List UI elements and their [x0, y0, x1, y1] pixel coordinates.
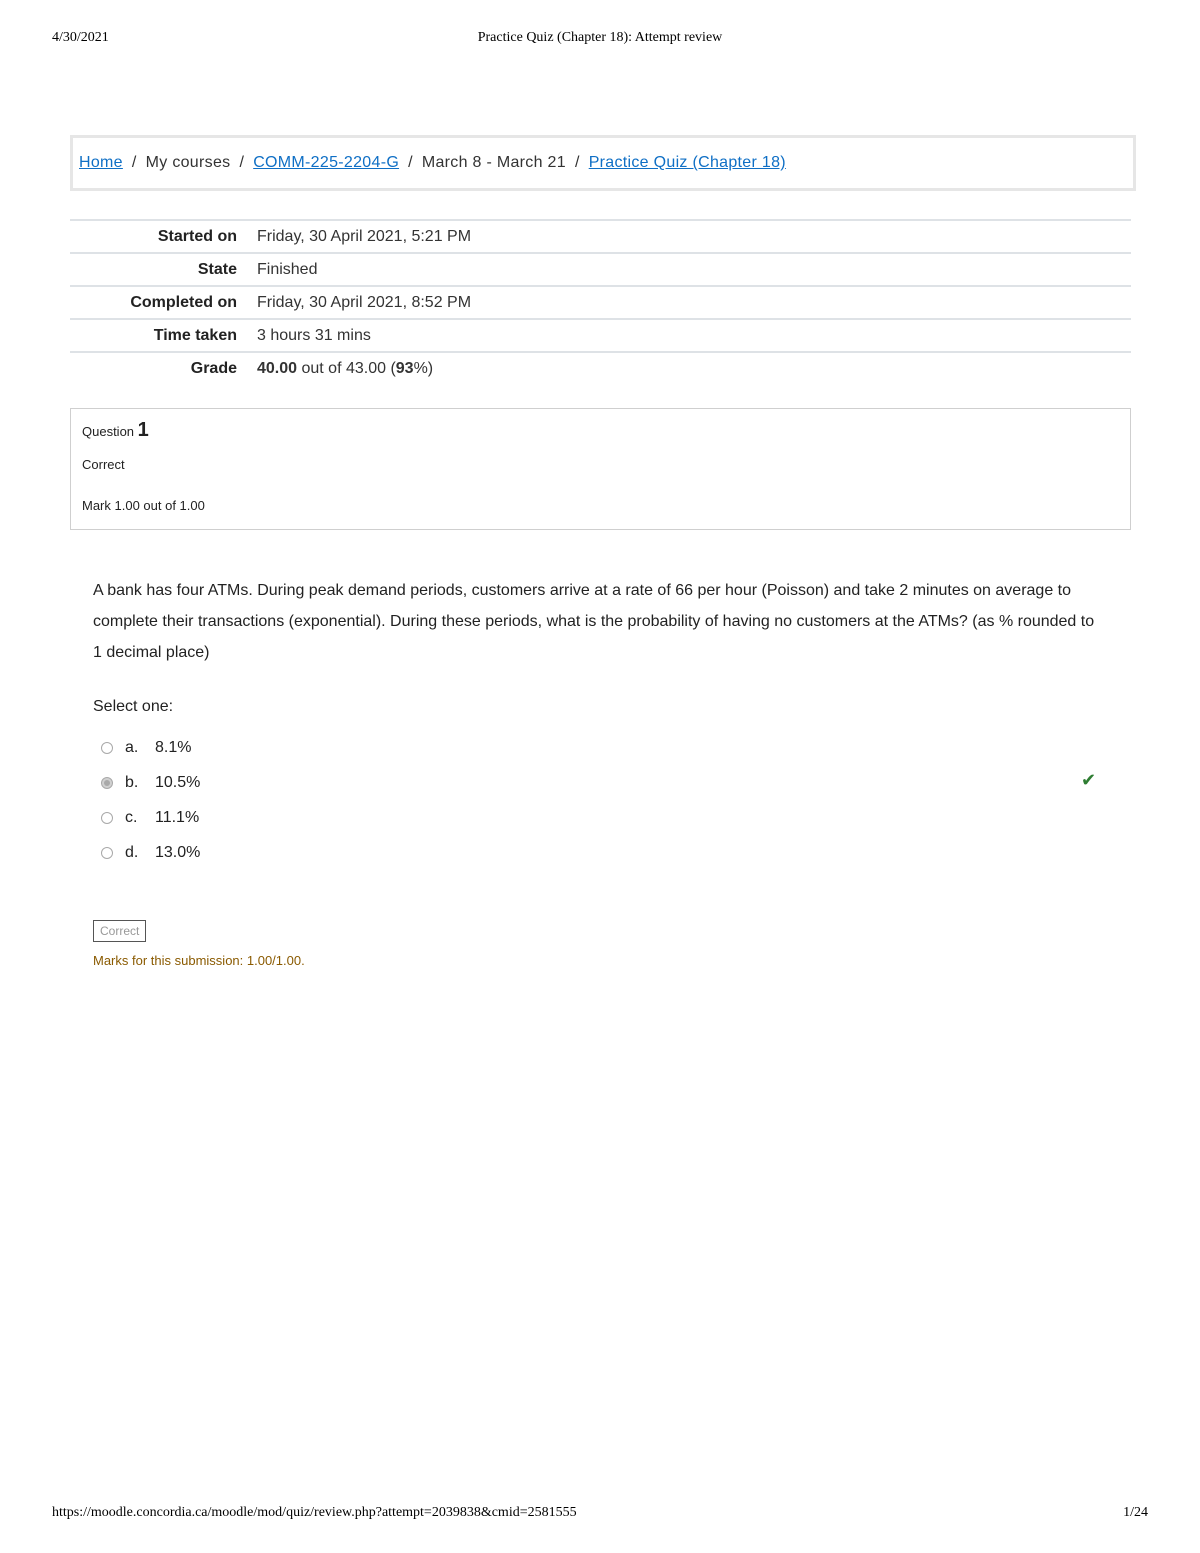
- answer-text: 8.1%: [155, 738, 192, 756]
- answer-text: 10.5%: [155, 773, 201, 791]
- answer-letter: c.: [125, 808, 138, 826]
- summary-row-state: [70, 253, 1131, 286]
- grade-percent: 93: [395, 359, 414, 377]
- summary-row-completed: [70, 286, 1131, 319]
- answer-list: [101, 730, 1111, 870]
- time-taken-value: 3 hours 31 mins: [257, 319, 1131, 352]
- radio-button[interactable]: [101, 847, 113, 859]
- question-number-value: 1: [137, 419, 149, 441]
- answer-option-c[interactable]: [101, 800, 1111, 835]
- breadcrumb-separator: /: [131, 154, 137, 171]
- check-icon: ✔: [1081, 770, 1097, 790]
- breadcrumb-my-courses: My courses: [145, 154, 231, 171]
- question-mark: Mark 1.00 out of 1.00: [82, 498, 205, 513]
- started-label: Started on: [70, 220, 257, 253]
- summary-row-started: [70, 220, 1131, 253]
- answer-text: 13.0%: [155, 843, 201, 861]
- radio-button[interactable]: [101, 742, 113, 754]
- breadcrumb-course-link[interactable]: COMM-225-2204-G: [253, 154, 400, 171]
- select-one-prompt: Select one:: [93, 698, 174, 715]
- breadcrumb-separator: /: [408, 154, 413, 171]
- grade-value: [257, 352, 1131, 384]
- grade-suffix: %): [413, 359, 434, 377]
- question-state: Correct: [82, 457, 125, 472]
- grade-score: 40.00: [257, 359, 298, 377]
- question-info-box: [70, 408, 1131, 530]
- summary-row-grade: [70, 352, 1131, 384]
- marks-for-submission: Marks for this submission: 1.00/1.00.: [93, 953, 305, 968]
- breadcrumb-separator: /: [574, 154, 580, 171]
- print-date: 4/30/2021: [52, 30, 109, 45]
- time-taken-label: Time taken: [70, 319, 257, 352]
- completed-value: Friday, 30 April 2021, 8:52 PM: [257, 286, 1131, 319]
- print-title: Practice Quiz (Chapter 18): Attempt review: [477, 30, 723, 45]
- answer-option-a[interactable]: [101, 730, 1111, 765]
- question-prefix: Question: [82, 424, 135, 439]
- print-url: https://moodle.concordia.ca/moodle/mod/quiz/review.php?attempt=2039838&cmid=2581555: [52, 1505, 577, 1520]
- summary-row-time: [70, 319, 1131, 352]
- answer-option-b[interactable]: [101, 765, 1111, 800]
- feedback-correct-badge: Correct: [93, 920, 146, 942]
- breadcrumb-quiz-link[interactable]: Practice Quiz (Chapter 18): [588, 154, 786, 171]
- answer-letter: d.: [125, 843, 139, 861]
- completed-label: Completed on: [70, 286, 257, 319]
- question-text: A bank has four ATMs. During peak demand periods, customers arrive at a rate of 66 per hour (Poisson) and take 2 minutes on average to complete their transactions (exponential). During these periods, what is the probability of having no customers at the ATMs? (as % rounded to 1 decimal place): [93, 582, 1095, 661]
- state-value: Finished: [257, 253, 1131, 286]
- breadcrumb-separator: /: [239, 154, 245, 171]
- answer-letter: b.: [125, 773, 139, 791]
- breadcrumb: [70, 135, 1136, 191]
- question-number: [82, 419, 149, 442]
- answer-option-d[interactable]: [101, 835, 1111, 870]
- radio-button-selected[interactable]: [101, 777, 113, 789]
- grade-label: Grade: [70, 352, 257, 384]
- radio-button[interactable]: [101, 812, 113, 824]
- answer-letter: a.: [125, 738, 139, 756]
- breadcrumb-home-link[interactable]: Home: [79, 154, 123, 171]
- breadcrumb-section: March 8 - March 21: [421, 154, 566, 171]
- answer-text: 11.1%: [155, 808, 200, 826]
- state-label: State: [70, 253, 257, 286]
- attempt-summary-table: [70, 219, 1131, 384]
- started-value: Friday, 30 April 2021, 5:21 PM: [257, 220, 1131, 253]
- print-page-number: 1/24: [1123, 1505, 1148, 1520]
- grade-out-of: out of 43.00 (: [297, 359, 396, 377]
